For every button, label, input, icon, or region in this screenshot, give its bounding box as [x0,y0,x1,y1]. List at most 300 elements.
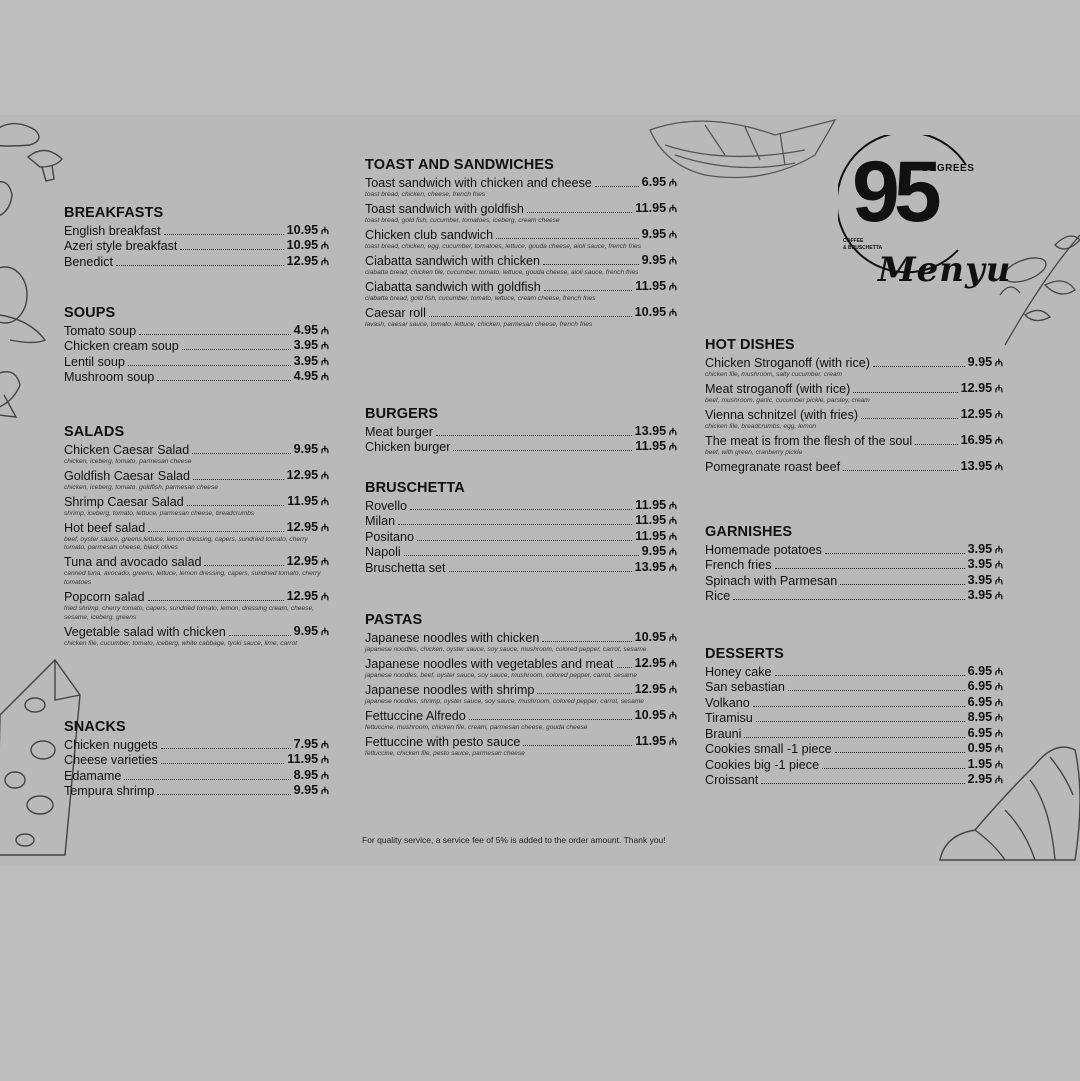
dot-leader [148,531,283,532]
menu-item-name: Positano [365,529,415,544]
menu-item [365,175,677,199]
menu-item [64,370,329,386]
menu-item-description: fried shrimp, cherry tomato, capers, sundried tomato, lemon, dressing cream, cheese, sesame, iceberg, greens [64,605,314,621]
section-title: SNACKS [64,719,126,735]
section-snacks [64,719,329,799]
menu-item-description: lavash, caesar sauce, tomato, lettuce, chicken, parmesan cheese, french fries [365,320,593,328]
dot-leader [527,212,632,213]
menu-item-description: chicken file, breadcrumbs, egg, lemon [705,422,817,430]
olive-branch-sketch-icon [985,225,1080,355]
dot-leader [161,748,291,749]
menu-item [705,558,1003,574]
menu-item-row [64,223,329,239]
dot-leader [157,380,290,381]
menu-item-name: Tomato soup [64,323,137,338]
menu-item-price: 12.95 ₼ [287,468,329,484]
section-title: GARNISHES [705,524,793,540]
dot-leader [187,505,285,506]
section-title: BRUSCHETTA [365,480,465,496]
menu-item [705,726,1003,742]
section-toast [365,157,677,332]
dot-leader [429,316,632,317]
menu-item-name: Meat stroganoff (with rice) [705,381,851,396]
menu-item-price: 0.95 ₼ [968,741,1003,757]
menu-item-price: 4.95 ₼ [294,369,329,385]
menu-item-price: 11.95 ₼ [635,513,677,529]
dot-leader [843,470,957,471]
menu-item-price: 10.95 ₼ [287,223,329,239]
dot-leader [157,794,290,795]
menu-item-price: 9.95 ₼ [294,624,329,640]
menu-item-name: The meat is from the flesh of the soul [705,433,913,448]
dot-leader [835,752,965,753]
dot-leader [161,763,284,764]
menu-item-price: 12.95 ₼ [635,682,677,698]
menu-item [705,542,1003,558]
menu-item-price: 6.95 ₼ [968,726,1003,742]
menu-item [64,737,329,753]
dot-leader [753,706,965,707]
menu-item [365,424,677,440]
dot-leader [775,675,965,676]
menu-item-row [64,254,329,270]
menu-item-price: 16.95 ₼ [961,433,1003,449]
menu-item-name: Chicken club sandwich [365,227,494,242]
menu-item-row [705,695,1003,711]
menu-item-row [705,573,1003,589]
logo-tagline-1: COFFEE [843,238,864,244]
menu-item-description: toast bread, chicken, cheese, french fries [365,190,486,198]
menu-item-name: Ciabatta sandwich with goldfish [365,279,541,294]
menu-item [365,227,677,251]
menu-item [365,630,677,654]
menu-item [365,440,677,456]
dot-leader [840,584,964,585]
menu-item-row [365,279,677,295]
menu-item-price: 10.95 ₼ [635,305,677,321]
dot-leader [822,768,964,769]
menu-item [64,555,329,588]
menu-item [365,279,677,303]
menu-item-row [365,630,677,646]
menu-item [64,254,329,270]
menu-item-name: Rice [705,589,731,603]
menu-item-name: Honey cake [705,664,772,679]
menu-item-name: Rovello [365,498,407,513]
dot-leader [182,349,291,350]
menu-item-row [705,355,1003,371]
dot-leader [449,571,632,572]
menu-item-price: 11.95 ₼ [635,529,677,545]
menu-item [64,768,329,784]
menu-item-price: 11.95 ₼ [635,498,677,514]
menu-item-price: 12.95 ₼ [961,381,1003,397]
dot-leader [164,234,284,235]
dot-leader [469,719,632,720]
menu-item-row [365,424,677,440]
menu-item [64,494,329,518]
menu-item-name: Hot beef salad [64,520,146,535]
menu-item-row [365,529,677,545]
menu-item-row [705,773,1003,789]
menu-item-price: 9.95 ₼ [642,227,677,243]
dot-leader [861,418,958,419]
menu-item-price: 13.95 ₼ [635,424,677,440]
menu-item [705,711,1003,727]
menu-item [705,695,1003,711]
menu-item-name: Vegetable salad with chicken [64,624,226,639]
menu-item-price: 13.95 ₼ [635,560,677,576]
menu-item-row [705,757,1003,773]
menu-item-price: 3.95 ₼ [968,557,1003,573]
menu-item [64,624,329,648]
menu-item-name: English breakfast [64,223,161,238]
menu-item-name: Meat burger [365,424,433,439]
menu-item-row [705,711,1003,727]
vegetable-sketch-icon [0,265,60,425]
menu-item-row [365,514,677,530]
section-garnishes [705,524,1003,604]
menu-item-description: beef, with green, cranberry pickle [705,448,803,456]
section-title: SOUPS [64,305,116,321]
section-title: PASTAS [365,612,423,628]
menu-item-price: 6.95 ₼ [968,664,1003,680]
menu-item-price: 12.95 ₼ [635,656,677,672]
menu-item-name: Chicken Caesar Salad [64,442,190,457]
menu-item-price: 12.95 ₼ [287,254,329,270]
menu-item-description: canned tuna, avocado, greens, lettuce, lemon dressing, capers, sundried tomato, cherry tomatoes [64,570,321,587]
menu-item-name: Goldfish Caesar Salad [64,468,191,483]
menu-item-name: Cheese varieties [64,753,158,767]
dot-leader [542,641,631,642]
menu-item [365,253,677,277]
menu-item-price: 9.95 ₼ [968,355,1003,371]
menu-item [365,682,677,706]
menu-item-name: Chicken nuggets [64,737,158,752]
menu-item [64,520,329,553]
menu-item [64,323,329,339]
dot-leader [756,721,965,722]
menu-item [365,305,677,329]
section-breakfasts [64,205,329,270]
dot-leader [124,779,290,780]
menu-item-price: 11.95 ₼ [635,201,677,217]
menu-item-price: 3.95 ₼ [968,573,1003,589]
menu-item [64,468,329,492]
menu-item-description: chicken file, mushroom, salty cucumber, cream [705,370,843,378]
section-desserts [705,646,1003,788]
menu-item-row [365,708,677,724]
menu-item-price: 11.95 ₼ [635,734,677,750]
dot-leader [453,450,632,451]
menu-item-row [64,354,329,370]
dot-leader [180,249,283,250]
menu-item-name: Benedict [64,254,114,269]
section-burgers [365,406,677,455]
dot-leader [595,186,639,187]
menu-item-description: toast bread, chicken, egg, cucumber, tomatoes, lettuce, gouda cheese, aioli sauce, french fries [365,242,641,250]
menu-item-row [365,227,677,243]
menu-item [365,545,677,561]
menu-item-row [705,542,1003,558]
menu-item-price: 6.95 ₼ [642,175,677,191]
menu-item-price: 2.95 ₼ [968,772,1003,788]
menu-item-name: Azeri style breakfast [64,239,178,253]
menu-item-row [64,370,329,386]
menu-item-row [64,442,329,458]
menu-item-description: ciabatta bread, gold fish, cucumber, tomato, lettuce, cream cheese, french fries [365,294,596,302]
menu-item-name: Ciabatta sandwich with chicken [365,253,541,268]
dot-leader [543,264,639,265]
menu-item-description: beef, oyster sauce, greens,lettuce, lemon dressing, capers, sundried tomato, cherry tomato, parmesan cheese, black olives [64,535,308,552]
menu-item-name: Mushroom soup [64,370,155,384]
menu-item-price: 11.95 ₼ [635,439,677,455]
dot-leader [128,365,291,366]
menu-item-name: Croissant [705,773,759,787]
dot-leader [537,693,631,694]
menu-item-description: toast bread, gold fish, cucumber, tomatoes, iceberg, cream cheese [365,216,560,224]
menu-item-row [705,726,1003,742]
section-title: DESSERTS [705,646,784,662]
section-title: BURGERS [365,406,439,422]
menu-item-name: San sebastian [705,680,785,694]
menu-item-price: 11.95 ₼ [635,279,677,295]
menu-item-description: japanese noodles, shrimp, oyster sauce, soy sauce, mushroom, colored pepper, carrot, sesame [365,697,644,705]
menu-item-row [705,381,1003,397]
menu-item-name: Toast sandwich with goldfish [365,201,524,216]
menu-item-name: Toast sandwich with chicken and cheese [365,175,592,190]
menu-item-name: Cookies big -1 piece [705,757,820,772]
logo-tagline-2: & BRUSCHETTA [843,245,883,251]
menu-item-name: Vienna schnitzel (with fries) [705,407,859,422]
menu-item-row [365,498,677,514]
menu-item-name: French fries [705,558,772,572]
menu-item-row [705,558,1003,574]
menu-item [64,442,329,466]
menu-item-name: Japanese noodles with vegetables and meat [365,656,614,671]
menu-item-price: 4.95 ₼ [294,323,329,339]
menu-item-price: 12.95 ₼ [961,407,1003,423]
menu-item-price: 10.95 ₼ [635,708,677,724]
dot-leader [496,238,638,239]
menu-item-price: 8.95 ₼ [294,768,329,784]
menu-item-name: Caesar roll [365,305,426,320]
section-pastas [365,612,677,760]
dot-leader [544,290,633,291]
menu-item [64,784,329,800]
menu-item [705,433,1003,457]
menu-item-price: 12.95 ₼ [287,589,329,605]
menu-item-price: 12.95 ₼ [287,520,329,536]
menu-item [705,773,1003,789]
menu-item [64,354,329,370]
menu-item [705,742,1003,758]
menu-item-row [365,656,677,672]
menu-item-name: Chicken cream soup [64,339,179,353]
menu-item-row [365,545,677,561]
menu-item-description: japanese noodles, beef, oyster sauce, soy sauce, mushroom, colored pepper, carrot, sesame [365,671,637,679]
dot-leader [744,737,964,738]
dot-leader [193,479,284,480]
menu-item-row [705,664,1003,680]
menu-item-row [64,590,329,606]
section-salads [64,424,329,650]
menu-item-name: Napoli [365,545,401,559]
menu-item [365,560,677,576]
logo-script: Menyu [878,250,1012,290]
dot-leader [775,568,965,569]
dot-leader [761,783,964,784]
menu-item-price: 10.95 ₼ [287,238,329,254]
dot-leader [398,524,632,525]
dot-leader [204,565,283,566]
menu-item-row [64,520,329,536]
menu-item [365,656,677,680]
menu-item-name: Chicken burger [365,440,451,454]
menu-item [365,514,677,530]
dot-leader [139,334,290,335]
section-soups [64,305,329,385]
menu-item-description: japanese noodles, chicken, oyster sauce, soy sauce, mushroom, colored pepper, carrot, sesame [365,645,647,653]
dot-leader [733,599,964,600]
menu-item-description: shrimp, iceberg, tomato, lettuce, parmesan cheese, breadcrumbs [64,509,255,517]
dot-leader [617,667,632,668]
menu-item-price: 11.95 ₼ [287,752,329,768]
menu-item-price: 6.95 ₼ [968,695,1003,711]
menu-item-price: 6.95 ₼ [968,679,1003,695]
menu-item-row [64,339,329,355]
menu-item [705,381,1003,405]
menu-item-price: 9.95 ₼ [642,253,677,269]
menu-item-row [64,239,329,255]
menu-item-row [705,680,1003,696]
menu-item-name: Spinach with Parmesan [705,573,838,588]
menu-item-row [64,468,329,484]
dot-leader [915,444,957,445]
menu-item-row [64,323,329,339]
menu-item-row [365,305,677,321]
dot-leader [404,555,639,556]
menu-item-row [705,433,1003,449]
menu-item-row [64,494,329,510]
menu-item [64,590,329,623]
menu-item [365,734,677,758]
menu-item-row [365,253,677,269]
section-title: TOAST AND SANDWICHES [365,157,554,173]
menu-item-price: 11.95 ₼ [287,494,329,510]
menu-item [365,201,677,225]
section-bruschetta [365,480,677,576]
menu-item-price: 7.95 ₼ [294,737,329,753]
menu-item-row [705,589,1003,605]
menu-item-row [64,753,329,769]
dot-leader [116,265,284,266]
menu-item-name: Popcorn salad [64,590,145,605]
menu-item-name: Tuna and avocado salad [64,555,202,570]
menu-item-price: 1.95 ₼ [968,757,1003,773]
dot-leader [192,453,290,454]
menu-item-name: Edamame [64,768,122,783]
menu-item [64,239,329,255]
menu-item [705,407,1003,431]
menu-item [365,708,677,732]
menu-item-name: Shrimp Caesar Salad [64,494,184,509]
menu-item [705,459,1003,475]
dot-leader [788,690,965,691]
menu-item-name: Tiramisu [705,711,753,725]
menu-item-name: Bruschetta set [365,560,446,575]
menu-item [705,589,1003,605]
menu-item-description: fettuccine, mushroom, chicken file, cream, parmesan cheese, gouda cheese [365,723,588,731]
menu-item-row [64,768,329,784]
menu-item-row [365,440,677,456]
menu-item [705,573,1003,589]
menu-item-description: ciabatta bread, chicken file, cucumber, tomato, lettuce, gouda cheese, aioli sauce, french fries [365,268,639,276]
menu-item-description: chicken, iceberg, tomato, goldfish, parmesan cheese [64,483,218,491]
menu-item-row [365,201,677,217]
menu-item-price: 12.95 ₼ [287,554,329,570]
menu-item-description: chicken file, cucumber, tomato, iceberg, white cabbage, tyoki sauce, lime, carrot [64,639,298,647]
menu-item-row [365,682,677,698]
menu-item [705,680,1003,696]
menu-item-name: Pomegranate roast beef [705,459,841,474]
logo-number: 95 [852,144,936,240]
menu-item-row [64,555,329,571]
menu-item-row [365,734,677,750]
dot-leader [436,435,632,436]
menu-item-price: 13.95 ₼ [961,459,1003,475]
dot-leader [417,540,632,541]
dot-leader [229,635,291,636]
menu-item-name: Brauni [705,726,742,741]
menu-item-description: fettuccine, chicken file, pesto sauce, parmesan cheese [365,749,525,757]
menu-item-name: Cookies small -1 piece [705,742,832,756]
menu-item-row [365,175,677,191]
menu-item [365,498,677,514]
menu-item-price: 9.95 ₼ [294,783,329,799]
menu-item [64,339,329,355]
menu-item-row [705,459,1003,475]
menu-item-price: 9.95 ₼ [642,544,677,560]
menu-item-description: chicken, iceberg, tomato, parmesan cheese [64,457,192,465]
logo [838,135,1012,290]
menu-item-name: Volkano [705,695,750,710]
menu-item-row [705,742,1003,758]
logo-word: DEGREES [922,163,975,174]
menu-item [64,223,329,239]
menu-item-row [705,407,1003,423]
menu-item [705,664,1003,680]
menu-item [64,753,329,769]
menu-item-name: Japanese noodles with chicken [365,630,540,645]
menu-item-name: Milan [365,514,396,528]
menu-item-name: Japanese noodles with shrimp [365,682,535,697]
menu-item-name: Lentil soup [64,354,125,369]
dot-leader [873,366,965,367]
menu-item-row [365,560,677,576]
menu-item-price: 3.95 ₼ [968,542,1003,558]
menu-item-price: 10.95 ₼ [635,630,677,646]
dot-leader [410,509,632,510]
dot-leader [523,745,632,746]
menu-item-name: Homemade potatoes [705,542,822,557]
service-fee-note: For quality service, a service fee of 5% is added to the order amount. Thank you! [362,835,666,845]
menu-item-name: Fettuccine with pesto sauce [365,734,521,749]
section-title: BREAKFASTS [64,205,164,221]
menu-item-price: 3.95 ₼ [294,354,329,370]
dot-leader [148,600,284,601]
menu-item-name: Fettuccine Alfredo [365,708,466,723]
